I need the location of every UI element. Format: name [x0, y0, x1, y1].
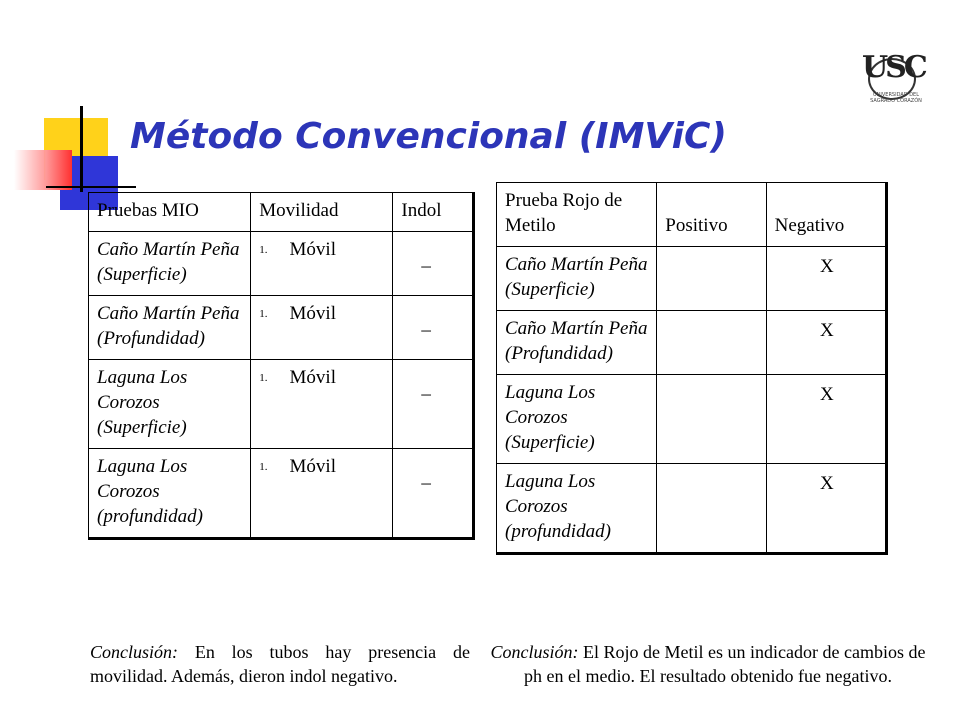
site-cell: Laguna Los Corozos (Superficie) [89, 360, 251, 449]
conclusion-label: Conclusión: [90, 642, 178, 662]
table-row [89, 449, 474, 539]
site-cell: Caño Martín Peña (Superficie) [497, 247, 657, 311]
conclusion-methyl-red [488, 640, 928, 688]
list-number: 1. [259, 244, 268, 257]
negative-mark: X [819, 320, 834, 341]
negative-mark: X [819, 473, 834, 494]
table-row [89, 232, 474, 296]
negative-cell [766, 311, 886, 375]
indol-value: _ [421, 466, 431, 487]
positive-cell [657, 247, 766, 311]
table-row [89, 296, 474, 360]
indol-value: _ [421, 377, 431, 398]
table-header-row [89, 193, 474, 232]
indol-value: _ [421, 313, 431, 334]
table-header-cell: Pruebas MIO [89, 193, 251, 232]
motility-value: Móvil [289, 303, 336, 324]
indol-cell [393, 296, 474, 360]
negative-mark: X [819, 256, 834, 277]
negative-mark: X [819, 384, 834, 405]
motility-cell [251, 232, 393, 296]
list-number: 1. [259, 461, 268, 474]
methyl-red-table [496, 182, 888, 555]
conclusion-mio [90, 640, 470, 688]
site-cell: Laguna Los Corozos (profundidad) [497, 464, 657, 554]
decorative-vertical-line [80, 106, 83, 192]
table-row [497, 375, 887, 464]
mio-table [88, 192, 475, 540]
positive-cell [657, 311, 766, 375]
site-cell: Caño Martín Peña (Superficie) [89, 232, 251, 296]
positive-cell [657, 375, 766, 464]
indol-cell [393, 360, 474, 449]
table-row [497, 464, 887, 554]
table-header-cell: Indol [393, 193, 474, 232]
logo-letters: USC [862, 50, 925, 85]
table-header-cell: Positivo [657, 183, 766, 247]
logo-caption: UNIVERSIDAD DEL SAGRADO CORAZÓN [870, 92, 922, 104]
table-row [497, 311, 887, 375]
decorative-horizontal-line [46, 186, 136, 188]
table-row [497, 247, 887, 311]
motility-cell [251, 360, 393, 449]
table-header-row [497, 183, 887, 247]
table-header-cell: Negativo [766, 183, 886, 247]
indol-value: _ [421, 249, 431, 270]
table-header-cell: Movilidad [251, 193, 393, 232]
usc-logo-icon [862, 48, 925, 104]
slide-title: Método Convencional (IMViC) [130, 116, 727, 157]
table-header-cell: Prueba Rojo de Metilo [497, 183, 657, 247]
table-row [89, 360, 474, 449]
site-cell: Caño Martín Peña (Profundidad) [89, 296, 251, 360]
conclusion-text: El Rojo de Metil es un indicador de cambios de ph en el medio. El resultado obtenido fue negativo. [524, 642, 926, 686]
conclusion-text: En los tubos hay presencia de movilidad. Además, dieron indol negativo. [90, 642, 470, 686]
positive-cell [657, 464, 766, 554]
motility-value: Móvil [289, 367, 336, 388]
site-cell: Caño Martín Peña (Profundidad) [497, 311, 657, 375]
decorative-red-square [14, 150, 72, 190]
indol-cell [393, 232, 474, 296]
conclusion-label: Conclusión: [490, 642, 579, 662]
negative-cell [766, 247, 886, 311]
indol-cell [393, 449, 474, 539]
negative-cell [766, 375, 886, 464]
motility-cell [251, 449, 393, 539]
motility-value: Móvil [289, 456, 336, 477]
motility-value: Móvil [289, 239, 336, 260]
site-cell: Laguna Los Corozos (profundidad) [89, 449, 251, 539]
site-cell: Laguna Los Corozos (Superficie) [497, 375, 657, 464]
negative-cell [766, 464, 886, 554]
list-number: 1. [259, 372, 268, 385]
motility-cell [251, 296, 393, 360]
list-number: 1. [259, 308, 268, 321]
